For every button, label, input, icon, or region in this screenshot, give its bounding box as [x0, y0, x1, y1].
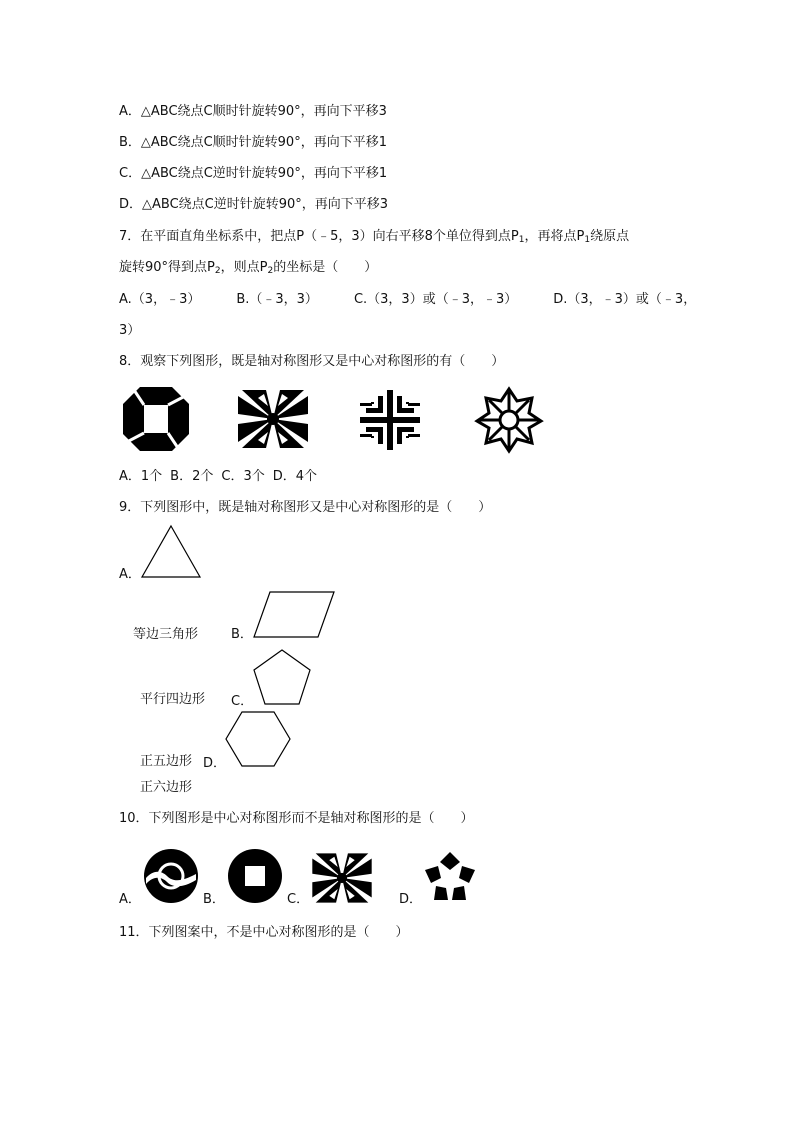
q10-bow-icon [310, 850, 374, 906]
q7-option-d: D.（3，﹣3）或（﹣3， [553, 292, 697, 307]
q6-option-c: C．△ABC绕点C逆时针旋转90°，再向下平移1 [119, 166, 388, 181]
q9-parallelogram-icon [252, 590, 336, 640]
q9-triangle-icon [140, 524, 202, 580]
q8-option-b: B．2个 [170, 469, 214, 484]
q6-option-b: B．△ABC绕点C顺时针旋转90°，再向下平移1 [119, 135, 387, 150]
q8-option-a: A．1个 [119, 469, 163, 484]
q10-coin-icon [226, 848, 284, 904]
q10-label-d: D． [399, 892, 423, 907]
q10-label-b: B． [203, 892, 225, 907]
q8-options [119, 468, 325, 486]
q10-pentagon-flower-icon [422, 850, 478, 904]
q9-name-d: 正六边形 [140, 780, 193, 795]
q9-label-b: B． [231, 627, 253, 642]
q9-stem: 9．下列图形中，既是轴对称图形又是中心对称图形的是（ ） [119, 500, 492, 515]
q9-pentagon-icon [252, 648, 312, 706]
q10-yin-yang-circle-icon [143, 848, 199, 904]
q8-figure-bow-icon [236, 386, 310, 452]
q7-option-b: B.（﹣3，3） [236, 292, 318, 307]
q9-label-c: C． [231, 694, 254, 709]
q10-stem: 10．下列图形是中心对称图形而不是轴对称图形的是（ ） [119, 811, 474, 826]
q10-label-c: C． [287, 892, 310, 907]
q9-label-a: A． [119, 567, 141, 582]
q9-name-c: 正五边形 [140, 754, 193, 769]
q7-stem-line2: 旋转90°得到点$P_2$，则点$P_2$的坐标是（ ） [119, 260, 378, 276]
q9-name-a: 等边三角形 [133, 627, 199, 642]
q8-stem: 8．观察下列图形，既是轴对称图形又是中心对称图形的有（ ） [119, 354, 505, 369]
q9-hexagon-icon [224, 710, 292, 768]
q7-stem-line1: 7．在平面直角坐标系中，把点P（﹣5，3）向右平移8个单位得到点$P_1$，再将点$P_1$绕原点 [119, 229, 630, 245]
q7-option-a: A.（3，﹣3） [119, 292, 201, 307]
q8-figure-octagon-icon [122, 386, 190, 452]
q10-label-a: A． [119, 892, 141, 907]
q6-option-d: D．△ABC绕点C逆时针旋转90°，再向下平移3 [119, 197, 389, 212]
q8-figure-cross-icon [358, 388, 422, 452]
q9-name-b: 平行四边形 [140, 692, 206, 707]
q6-option-a: A．△ABC绕点C顺时针旋转90°，再向下平移3 [119, 104, 387, 119]
q9-label-d: D． [203, 756, 227, 771]
q8-option-c: C．3个 [221, 469, 265, 484]
q11-stem: 11．下列图案中，不是中心对称图形的是（ ） [119, 925, 409, 940]
q8-figure-star-flower-icon [474, 386, 544, 454]
q7-option-c: C.（3，3）或（﹣3，﹣3） [353, 292, 518, 307]
q8-option-d: D．4个 [272, 469, 318, 484]
q7-options [119, 291, 696, 309]
q7-option-d-continued: 3） [119, 323, 141, 338]
